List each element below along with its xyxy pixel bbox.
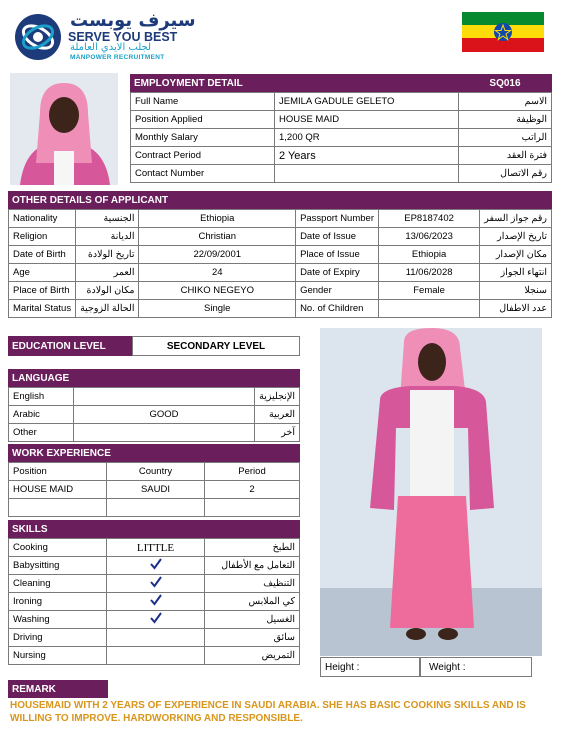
table-row — [9, 424, 300, 442]
row-label: Place of Issue — [296, 246, 379, 264]
table-row — [9, 647, 300, 665]
language-table — [8, 387, 300, 442]
checkmark-icon — [149, 563, 163, 574]
row-value — [275, 165, 459, 183]
row-label: Arabic — [9, 406, 74, 424]
row-label: No. of Children — [296, 300, 379, 318]
brand-arabic-sub: لجلب الايدي العاملة — [70, 42, 152, 53]
skill-level-text: LITTLE — [136, 541, 175, 554]
row-arabic-label: الديانة — [76, 228, 139, 246]
remark-title: REMARK — [12, 683, 56, 695]
table-row — [9, 406, 300, 424]
table-cell: SAUDI — [107, 481, 205, 499]
work-experience-table — [8, 462, 300, 517]
skill-arabic-label: الطبخ — [205, 539, 300, 557]
table-cell — [107, 499, 205, 517]
skill-value — [107, 539, 205, 557]
employment-detail-header — [130, 74, 458, 92]
row-value: 24 — [139, 264, 296, 282]
row-label: Contract Period — [131, 147, 275, 165]
skill-value — [107, 647, 205, 665]
row-value — [73, 424, 254, 442]
row-label: Passport Number — [296, 210, 379, 228]
row-arabic-label: مكان الولادة — [76, 282, 139, 300]
table-row — [9, 300, 552, 318]
row-value — [73, 388, 254, 406]
table-row — [9, 611, 300, 629]
row-value: Christian — [139, 228, 296, 246]
table-cell: HOUSE MAID — [9, 481, 107, 499]
table-header-row — [9, 463, 300, 481]
weight-field — [420, 657, 532, 677]
work-experience-title: WORK EXPERIENCE — [12, 447, 111, 459]
table-row — [9, 593, 300, 611]
language-header — [8, 369, 300, 387]
applicant-photo-small — [10, 73, 118, 185]
table-cell: 2 — [205, 481, 300, 499]
row-arabic-label: الاسم — [459, 93, 552, 111]
skills-title: SKILLS — [12, 523, 48, 535]
skill-label: Nursing — [9, 647, 107, 665]
applicant-photo-full — [320, 328, 542, 656]
row-value: Female — [378, 282, 479, 300]
table-row — [131, 165, 552, 183]
row-label: English — [9, 388, 74, 406]
table-row — [131, 147, 552, 165]
row-arabic-label: تاريخ الإصدار — [480, 228, 552, 246]
skill-value — [107, 629, 205, 647]
row-arabic-label: مكان الإصدار — [480, 246, 552, 264]
row-value: 11/06/2028 — [378, 264, 479, 282]
column-header: Period — [205, 463, 300, 481]
skill-arabic-label: التعامل مع الأطفال — [205, 557, 300, 575]
row-label: Position Applied — [131, 111, 275, 129]
row-value: EP8187402 — [378, 210, 479, 228]
row-arabic-label: فترة العقد — [459, 147, 552, 165]
applicant-code-cell — [458, 74, 552, 92]
row-value: HOUSE MAID — [275, 111, 459, 129]
row-arabic-label: الجنسية — [76, 210, 139, 228]
remark-header — [8, 680, 108, 698]
row-label: Contact Number — [131, 165, 275, 183]
row-value: 1,200 QR — [275, 129, 459, 147]
language-title: LANGUAGE — [12, 372, 70, 384]
table-row — [9, 246, 552, 264]
checkmark-icon — [149, 581, 163, 592]
row-arabic-label: الوظيفة — [459, 111, 552, 129]
row-arabic-label: رقم الاتصال — [459, 165, 552, 183]
row-arabic-label: رقم جواز السفر — [480, 210, 552, 228]
company-logo — [12, 12, 64, 62]
row-value: 22/09/2001 — [139, 246, 296, 264]
row-label: Date of Expiry — [296, 264, 379, 282]
row-label: Nationality — [9, 210, 76, 228]
education-value: SECONDARY LEVEL — [132, 336, 300, 356]
row-value: 13/06/2023 — [378, 228, 479, 246]
row-value — [378, 300, 479, 318]
remark-text: HOUSEMAID WITH 2 YEARS OF EXPERIENCE IN SAUDI ARABIA. SHE HAS BASIC COOKING SKILLS AND IS WILLING TO IMPROVE. HARDWORKING AND RESPONSIBLE. — [10, 700, 526, 724]
row-value: Ethiopia — [139, 210, 296, 228]
row-arabic-label: آخر — [255, 424, 300, 442]
employment-table — [130, 92, 552, 183]
row-value: Single — [139, 300, 296, 318]
column-header: Position — [9, 463, 107, 481]
row-arabic-label: العربية — [255, 406, 300, 424]
table-row — [9, 629, 300, 647]
row-arabic-label: سنجلا — [480, 282, 552, 300]
height-field — [320, 657, 420, 677]
row-arabic-label: العمر — [76, 264, 139, 282]
row-arabic-label: انتهاء الجواز — [480, 264, 552, 282]
other-details-title: OTHER DETAILS OF APPLICANT — [12, 194, 169, 206]
row-label: Other — [9, 424, 74, 442]
skill-arabic-label: التنظيف — [205, 575, 300, 593]
height-label: Height : — [325, 661, 360, 673]
row-label: Marital Status — [9, 300, 76, 318]
table-row — [9, 388, 300, 406]
table-row — [9, 575, 300, 593]
brand-sub: MANPOWER RECRUITMENT — [70, 54, 165, 61]
weight-label: Weight : — [429, 661, 466, 673]
skills-table — [8, 538, 300, 665]
row-label: Religion — [9, 228, 76, 246]
skill-label: Driving — [9, 629, 107, 647]
row-arabic-label: الراتب — [459, 129, 552, 147]
table-row — [9, 481, 300, 499]
row-label: Monthly Salary — [131, 129, 275, 147]
row-arabic-label: عدد الاطفال — [480, 300, 552, 318]
row-label: Full Name — [131, 93, 275, 111]
table-row — [9, 228, 552, 246]
table-row — [131, 129, 552, 147]
table-row — [131, 93, 552, 111]
row-value: JEMILA GADULE GELETO — [275, 93, 459, 111]
skill-label: Cooking — [9, 539, 107, 557]
row-label: Age — [9, 264, 76, 282]
work-experience-header — [8, 444, 300, 462]
skill-label: Washing — [9, 611, 107, 629]
table-row — [131, 111, 552, 129]
row-value: Ethiopia — [378, 246, 479, 264]
skill-arabic-label: الغسيل — [205, 611, 300, 629]
table-cell — [205, 499, 300, 517]
skill-value — [107, 593, 205, 611]
table-row — [9, 282, 552, 300]
skill-value — [107, 557, 205, 575]
row-label: Date of Issue — [296, 228, 379, 246]
skill-arabic-label: سائق — [205, 629, 300, 647]
education-header — [8, 336, 132, 356]
row-value: GOOD — [73, 406, 254, 424]
skill-arabic-label: التمريض — [205, 647, 300, 665]
row-label: Date of Birth — [9, 246, 76, 264]
applicant-code: SQ016 — [489, 77, 521, 89]
row-label: Place of Birth — [9, 282, 76, 300]
row-label: Gender — [296, 282, 379, 300]
checkmark-icon — [149, 599, 163, 610]
brand-arabic-name: سيرف يوبست — [70, 10, 196, 31]
ethiopia-flag — [462, 12, 544, 52]
other-details-header — [8, 191, 552, 209]
skill-label: Cleaning — [9, 575, 107, 593]
row-arabic-label: تاريخ الولادة — [76, 246, 139, 264]
table-cell — [9, 499, 107, 517]
skill-arabic-label: كي الملابس — [205, 593, 300, 611]
brand-name: SERVE YOU BEST — [68, 30, 178, 44]
skill-value — [107, 611, 205, 629]
row-value: 2 Years — [275, 147, 459, 165]
row-value: CHIKO NEGEYO — [139, 282, 296, 300]
column-header: Country — [107, 463, 205, 481]
skill-label: Babysitting — [9, 557, 107, 575]
table-row — [9, 264, 552, 282]
checkmark-icon — [149, 617, 163, 628]
table-row — [9, 210, 552, 228]
skills-header — [8, 520, 300, 538]
table-row — [9, 557, 300, 575]
education-title: EDUCATION LEVEL — [12, 340, 106, 352]
employment-detail-title: EMPLOYMENT DETAIL — [134, 77, 243, 89]
row-arabic-label: الحالة الزوجية — [76, 300, 139, 318]
other-details-table — [8, 209, 552, 318]
skill-label: Ironing — [9, 593, 107, 611]
row-arabic-label: الإنجليزية — [255, 388, 300, 406]
table-row — [9, 499, 300, 517]
skill-value — [107, 575, 205, 593]
table-row — [9, 539, 300, 557]
